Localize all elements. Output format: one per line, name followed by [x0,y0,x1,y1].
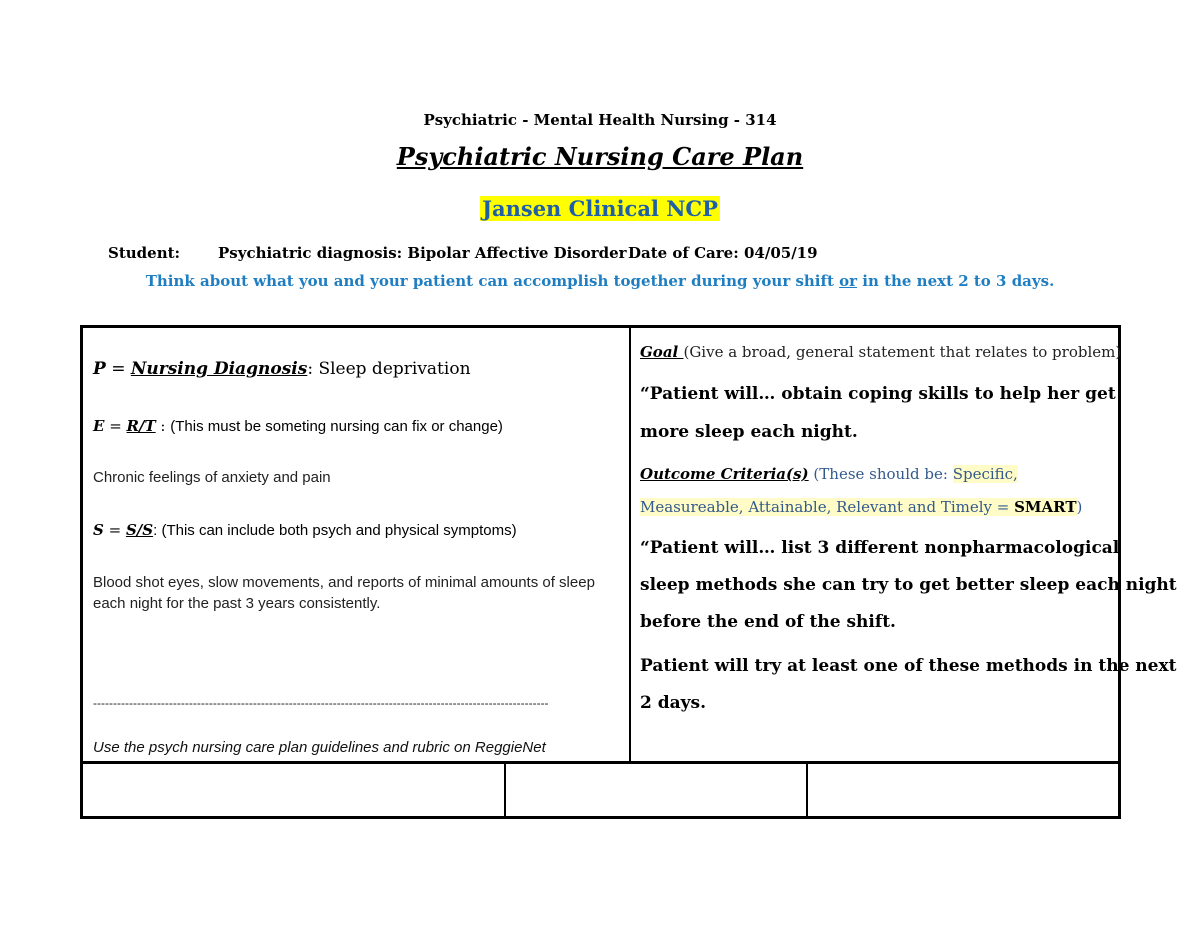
goal-label: Goal [640,343,684,361]
e-colon: : [155,417,171,435]
empty-cell-2[interactable] [508,764,804,818]
signs-symptoms-line [93,521,613,539]
goal-line [640,343,1122,361]
e-prefix: E [93,417,105,435]
goal-text-line-1: “Patient will… obtain coping skills to help her get [640,384,1116,404]
signs-symptoms-text: Blood shot eyes, slow movements, and reports of minimal amounts of sleep each night for the past 3 years consistently. [93,574,595,612]
ncp-title-wrap [0,196,1200,221]
column-divider [629,328,631,761]
outcome-note-highlight-2: Measureable, Attainable, Relevant and Timely = [640,498,1015,516]
goal-note: (Give a broad, general statement that relates to problem) [683,343,1122,361]
page-title: Psychiatric Nursing Care Plan [396,142,804,171]
student-label: Student: [108,244,181,262]
nursing-diagnosis-line [93,359,613,379]
care-plan-table [80,325,1177,819]
related-to-text: Chronic feelings of anxiety and pain [93,469,331,486]
empty-cell-1[interactable] [85,764,502,818]
outcome-close: ) [1076,498,1083,516]
empty-cell-3[interactable] [810,764,1118,818]
outcome-note-highlight-1: Specific, [952,465,1018,483]
smart-label: SMART [1014,498,1077,516]
date-of-care-label: Date of Care: 04/05/19 [628,244,818,262]
guidelines-note: Use the psych nursing care plan guidelines and rubric on ReggieNet [93,739,546,756]
outcome-criteria-label: Outcome Criteria(s) [640,465,809,483]
nursing-diagnosis-term: Nursing Diagnosis [130,359,308,379]
goal-text-line-2: more sleep each night. [640,422,858,442]
nursing-diagnosis-value: : Sleep deprivation [307,359,471,379]
outcome-text-line-4: Patient will try at least one of these methods in the next [640,656,1177,676]
outcome-note: (These should be: [808,465,953,483]
psychiatric-diagnosis-label: Psychiatric diagnosis: Bipolar Affective Disorder [218,244,627,262]
outcome-criteria-line-2 [640,498,1118,516]
outcome-text-line-5: 2 days. [640,693,707,713]
instruction-after: in the next 2 to 3 days. [857,272,1055,290]
ncp-title: Jansen Clinical NCP [482,196,718,221]
related-to-line [93,417,613,435]
instruction-before: Think about what you and your patient can accomplish together during your shift [145,272,840,290]
p-prefix: P [93,359,106,379]
p-eq: = [105,359,131,379]
instruction-or: or [839,272,858,290]
bottom-cell-divider-2 [806,761,808,819]
e-eq: = [104,417,127,435]
instruction-text [0,272,1200,290]
related-to-note: (This must be someting nursing can fix or change) [170,418,503,435]
outcome-criteria-line [640,465,1118,483]
signs-symptoms-term: S/S [125,521,154,539]
course-line: Psychiatric - Mental Health Nursing - 314 [423,111,777,129]
outcome-text-line-2: sleep methods she can try to get better sleep each night [640,575,1177,595]
outcome-text-line-1: “Patient will… list 3 different nonpharmacological [640,538,1120,558]
related-to-term: R/T [126,417,156,435]
s-eq: = [103,521,126,539]
dashed-divider-text: ------------------------------------------------------------------------------------------------------------------ [93,696,549,710]
s-prefix: S [93,521,104,539]
signs-symptoms-note: : (This can include both psych and physical symptoms) [153,522,517,539]
bottom-cell-divider-1 [504,761,506,819]
outcome-text-line-3: before the end of the shift. [640,612,896,632]
